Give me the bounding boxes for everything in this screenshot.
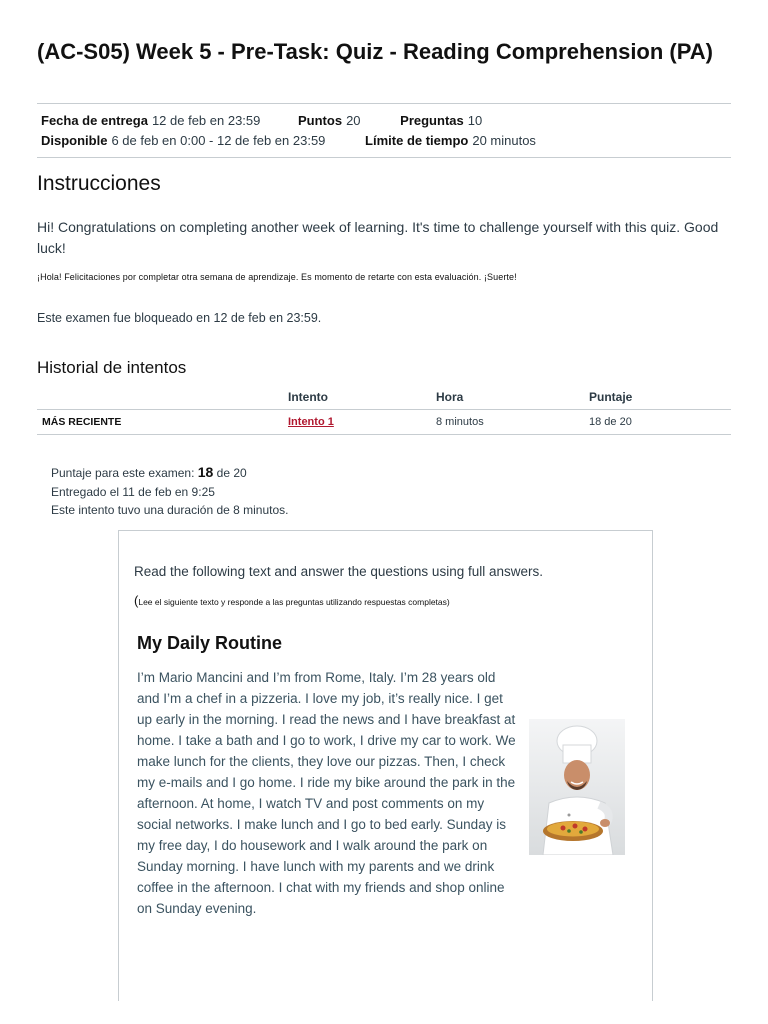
instructions-text-en: Hi! Congratulations on completing another week of learning. It's time to challenge yourself with this quiz. Good luck! <box>37 219 719 256</box>
points <box>298 113 361 129</box>
column-header-time: Hora <box>436 390 464 404</box>
available-label: Disponible <box>41 133 108 148</box>
question-intro-es <box>134 593 450 608</box>
locked-notice: Este examen fue bloqueado en 12 de feb en 23:59. <box>37 311 322 325</box>
page-title: (AC-S05) Week 5 - Pre-Task: Quiz - Reading Comprehension (PA) <box>37 39 713 64</box>
submitted-line: Entregado el 11 de feb en 9:25 <box>51 484 215 499</box>
question-panel <box>118 530 653 1001</box>
score-suffix: de 20 <box>213 466 247 480</box>
points-label: Puntos <box>298 113 343 128</box>
questions-label: Preguntas <box>400 113 464 128</box>
time-limit <box>365 133 536 149</box>
divider <box>37 103 731 104</box>
paren: ( <box>134 593 139 608</box>
attempt-score: 18 de 20 <box>589 416 632 428</box>
quiz-details-row-2 <box>41 133 536 149</box>
question-intro-es-text: Lee el siguiente texto y responde a las preguntas utilizando respuestas completas) <box>138 597 450 607</box>
questions-value: 10 <box>467 113 483 128</box>
due-value: 12 de feb en 23:59 <box>151 113 261 128</box>
questions <box>400 113 482 129</box>
most-recent-label: MÁS RECIENTE <box>42 416 122 428</box>
attempt-summary <box>51 463 289 520</box>
column-header-attempt: Intento <box>288 390 328 404</box>
table-divider <box>37 434 731 435</box>
time-limit-label: Límite de tiempo <box>365 133 469 148</box>
attempt-time: 8 minutos <box>436 416 484 428</box>
duration-line: Este intento tuvo una duración de 8 minutos. <box>51 503 289 517</box>
time-limit-value: 20 minutos <box>472 133 536 148</box>
due-date <box>41 113 260 129</box>
points-value: 20 <box>346 113 361 128</box>
column-header-score: Puntaje <box>589 390 633 404</box>
table-divider <box>37 409 731 410</box>
available-value: 6 de feb en 0:00 - 12 de feb en 23:59 <box>111 133 326 148</box>
score-line <box>51 463 289 483</box>
chef-photo <box>529 719 625 855</box>
instructions-heading: Instrucciones <box>37 172 161 195</box>
divider <box>37 157 731 158</box>
score-value: 18 <box>197 464 214 480</box>
attempt-history-heading: Historial de intentos <box>37 358 187 377</box>
due-label: Fecha de entrega <box>41 113 148 128</box>
question-intro-en: Read the following text and answer the questions using full answers. <box>134 564 543 579</box>
instructions-text-es: ¡Hola! Felicitaciones por completar otra semana de aprendizaje. Es momento de retarte con esta evaluación. ¡Suerte! <box>37 272 517 282</box>
score-prefix: Puntaje para este examen: <box>51 466 198 480</box>
availability <box>41 133 325 149</box>
quiz-details-row-1 <box>41 113 482 129</box>
attempt-1-link[interactable]: Intento 1 <box>288 416 334 428</box>
story-title: My Daily Routine <box>137 633 283 653</box>
story-text: I’m Mario Mancini and I’m from Rome, Italy. I’m 28 years old and I’m a chef in a pizzeria. I love my job, it’s really nice. I get up early in the morning. I read the news and I have breakfast at home. I take a bath and I go to work, I drive my car to work. We make lunch for the clients, they love our pizzas. Then, I check my e-mails and I go home. I ride my bike around the park in the afternoon. At home, I watch TV and post comments on my social networks. I make lunch and I go to bed early. Sunday is my free day, I do housework and I walk around the park on Sunday morning. I have lunch with my parents and we drink coffee in the afternoon. I chat with my friends and shop online on Sunday evening. <box>137 670 516 916</box>
